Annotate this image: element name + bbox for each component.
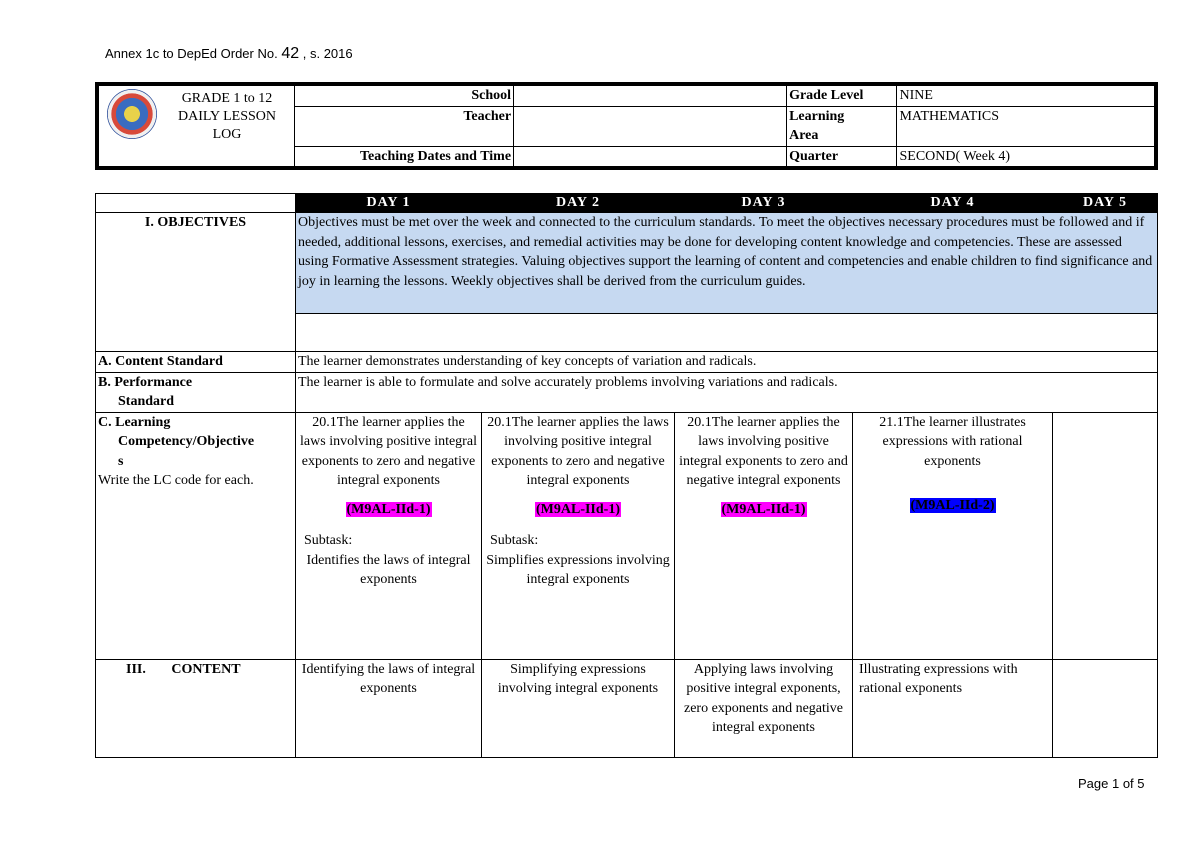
performance-standard-text: The learner is able to formulate and solve accurately problems involving variations and radicals. <box>296 372 1158 412</box>
competency-label-1: C. Learning <box>98 414 171 430</box>
day-5-header: DAY 5 <box>1053 194 1158 213</box>
competency-day-3-text: 20.1The learner applies the laws involving positive integral exponents to zero and negative integral exponents <box>679 414 848 488</box>
objectives-text: Objectives must be met over the week and connected to the curriculum standards. To meet the objectives necessary procedures must be followed and if needed, additional lessons, exercises, and remedial activities may be done for developing content knowledge and competencies. These are assessed using Formative Assessment strategies. Valuing objectives support the learning of content and competencies and enable children to find significance and joy in learning the lessons. Weekly objectives shall be derived from the curriculum guides. <box>296 213 1158 314</box>
day-1-header: DAY 1 <box>296 194 482 213</box>
content-standard-text: The learner demonstrates understanding of key concepts of variation and radicals. <box>296 352 1158 373</box>
header-title <box>157 90 295 144</box>
page-number: Page 1 of 5 <box>1078 776 1145 791</box>
subtask-day-2: Simplifies expressions involving integral exponents <box>486 552 670 587</box>
deped-seal-icon <box>107 89 157 139</box>
competency-label-4: Write the LC code for each. <box>98 473 254 488</box>
lc-code-day-2: (M9AL-IId-1) <box>536 501 620 517</box>
subtask-label-day-1: Subtask: <box>304 533 353 548</box>
title-line-1: GRADE 1 to 12 <box>181 91 273 106</box>
competency-day-5[interactable] <box>1053 412 1158 659</box>
quarter-label: Quarter <box>787 146 897 168</box>
performance-standard-row <box>96 372 1158 412</box>
performance-label-1: B. Performance <box>98 374 193 390</box>
day-2-header: DAY 2 <box>482 194 675 213</box>
learning-area-label-1: Learning <box>789 108 845 124</box>
competency-label-3: s <box>118 453 124 469</box>
objectives-row <box>96 213 1158 314</box>
day-header-row <box>96 194 1158 213</box>
competency-day-3 <box>675 412 853 659</box>
header-logo-cell <box>97 84 295 168</box>
annex-reference <box>105 45 353 63</box>
subtask-day-1: Identifies the laws of integral exponents <box>306 552 471 587</box>
annex-prefix: Annex 1c to DepEd Order No. <box>105 46 278 61</box>
competency-day-2-text: 20.1The learner applies the laws involving positive integral exponents to zero and negative integral exponents <box>487 414 669 488</box>
day-4-header: DAY 4 <box>853 194 1053 213</box>
content-day-4: Illustrating expressions with rational exponents <box>853 659 1053 757</box>
content-day-5[interactable] <box>1053 659 1158 757</box>
content-day-3: Applying laws involving positive integral exponents, zero exponents and negative integral exponents <box>675 659 853 757</box>
content-label-num: III. <box>126 661 146 677</box>
annex-number: 42 <box>281 45 300 62</box>
objectives-blank[interactable] <box>296 313 1158 351</box>
grade-level-label: Grade Level <box>787 84 897 106</box>
grade-level-value[interactable]: NINE <box>897 84 1156 106</box>
subtask-label-day-2: Subtask: <box>490 533 539 548</box>
learning-area-value[interactable]: MATHEMATICS <box>897 106 1156 146</box>
competency-label <box>96 412 296 659</box>
competency-day-4-text: 21.1The learner illustrates expressions with rational exponents <box>879 414 1026 469</box>
learning-area-label-2: Area <box>789 128 819 143</box>
performance-standard-label <box>96 372 296 412</box>
competency-day-1-text: 20.1The learner applies the laws involving positive integral exponents to zero and negative integral exponents <box>300 414 477 488</box>
school-label: School <box>295 84 514 106</box>
content-standard-label: A. Content Standard <box>96 352 296 373</box>
annex-suffix: , s. 2016 <box>302 46 353 61</box>
header-table <box>95 82 1158 170</box>
lesson-log-table <box>95 193 1158 758</box>
content-standard-row <box>96 352 1158 373</box>
competency-day-4 <box>853 412 1053 659</box>
quarter-value[interactable]: SECOND( Week 4) <box>897 146 1156 168</box>
competency-day-2 <box>482 412 675 659</box>
lc-code-day-3: (M9AL-IId-1) <box>721 501 806 517</box>
competency-label-2: Competency/Objective <box>118 434 255 449</box>
performance-label-2: Standard <box>118 394 175 409</box>
lc-code-day-4: (M9AL-IId-2) <box>910 498 995 513</box>
competency-day-1 <box>296 412 482 659</box>
content-label-text: CONTENT <box>171 661 241 677</box>
teaching-dates-label: Teaching Dates and Time <box>295 146 514 168</box>
title-line-3: LOG <box>212 127 242 142</box>
day-header-blank <box>96 194 296 213</box>
competency-row <box>96 412 1158 659</box>
teaching-dates-field[interactable] <box>514 146 787 168</box>
content-day-1: Identifying the laws of integral exponents <box>296 659 482 757</box>
teacher-label: Teacher <box>295 106 514 146</box>
school-field[interactable] <box>514 84 787 106</box>
content-day-2: Simplifying expressions involving integral exponents <box>482 659 675 757</box>
learning-area-label <box>787 106 897 146</box>
content-row <box>96 659 1158 757</box>
lc-code-day-1: (M9AL-IId-1) <box>346 501 431 517</box>
teacher-field[interactable] <box>514 106 787 146</box>
title-line-2: DAILY LESSON <box>177 109 277 124</box>
objectives-label: I. OBJECTIVES <box>96 213 296 352</box>
content-label <box>96 659 296 757</box>
day-3-header: DAY 3 <box>675 194 853 213</box>
